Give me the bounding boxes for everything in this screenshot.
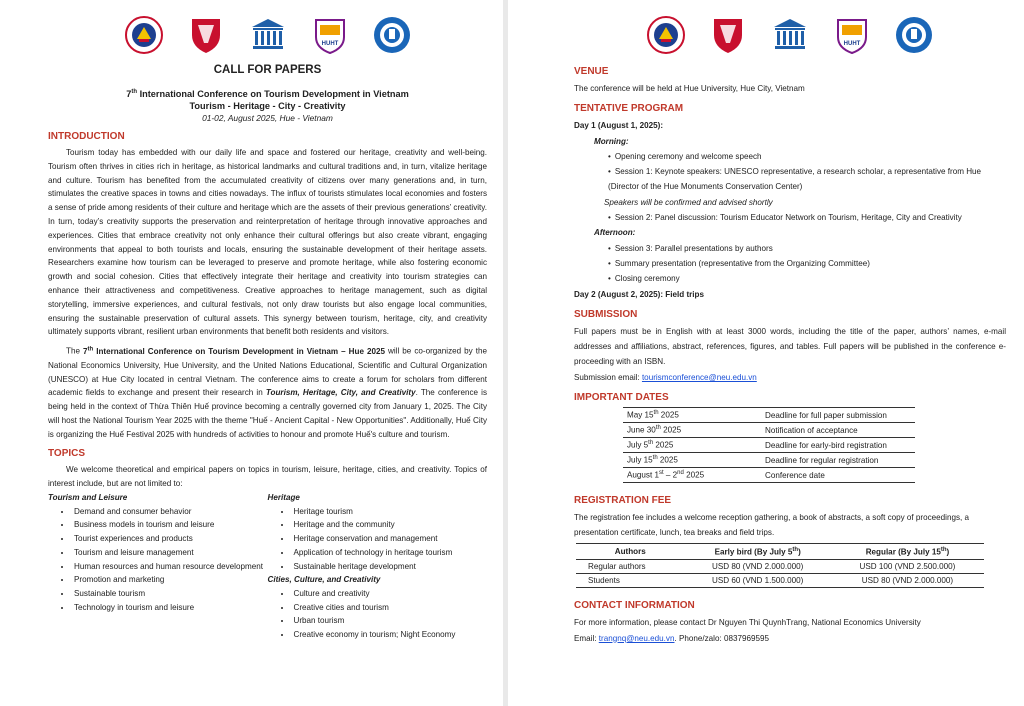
fee-col-authors: Authors: [576, 543, 684, 560]
date-sup: nd: [677, 470, 684, 477]
intro-p2-d: International Conference on Tourism Development in Vietnam – Hue 2025: [93, 346, 385, 356]
table-row: [623, 423, 915, 438]
fee-who: Students: [576, 574, 684, 588]
topic-heading-heritage: Heritage: [267, 493, 300, 503]
list-item: • Heritage conservation and management: [292, 532, 488, 546]
list-item: • Session 3: Parallel presentations by authors: [608, 241, 1006, 256]
list-item: • Closing ceremony: [608, 271, 1006, 286]
submission-email-label: Submission email:: [574, 372, 642, 382]
list-item: • Sustainable tourism: [72, 587, 268, 601]
date-cell: [623, 438, 761, 453]
topics-heading: TOPICS: [48, 448, 86, 460]
fee-early: USD 80 (VND 2.000.000): [684, 560, 830, 574]
fee-col-regular-text: Regular (By July 15: [865, 547, 941, 557]
conference-date: 01-02, August 2025, Hue - Vietnam: [202, 113, 333, 124]
introduction-heading: INTRODUCTION: [48, 131, 125, 143]
submission-text: Full papers must be in English with at least 3000 words, including the title of the paper, authors’ names, e-mail addresses and affiliations, abstract, references, figures, and tables. Full papers will be published in the conference e-proceeding with an ISBN.: [574, 326, 1006, 367]
date-cell: [623, 423, 761, 438]
unesco-logo: [770, 15, 810, 55]
program-heading: TENTATIVE PROGRAM: [574, 103, 684, 115]
red-shield-logo: [186, 15, 226, 55]
cfp-title: CALL FOR PAPERS: [213, 64, 322, 76]
table-row: [623, 468, 915, 483]
fee-heading: REGISTRATION FEE: [574, 495, 672, 507]
contact-heading: CONTACT INFORMATION: [574, 600, 695, 612]
huht-logo: [310, 15, 350, 55]
list-item: • Human resources and human resource development: [72, 560, 268, 574]
huht-logo: [832, 15, 872, 55]
date-text: July 15: [627, 455, 653, 465]
svg-text:HUHT: HUHT: [321, 41, 338, 47]
list-item: • Application of technology in heritage tourism: [292, 546, 488, 560]
table-row: [623, 453, 915, 468]
date-text: June 30: [627, 425, 656, 435]
date-text: August 1: [627, 470, 659, 480]
table-row: [623, 438, 915, 453]
topics-columns: [48, 491, 487, 642]
table-row: [576, 574, 984, 588]
list-item: • Tourist experiences and products: [72, 532, 268, 546]
list-item: • Creative economy in tourism; Night Economy: [292, 628, 488, 642]
program-morning-list: [574, 149, 1006, 195]
fee-col-regular: [831, 543, 984, 560]
date-year: 2025: [683, 470, 705, 480]
list-item: • Opening ceremony and welcome speech: [608, 149, 1006, 164]
neu-logo: [646, 15, 686, 55]
table-row: [576, 560, 984, 574]
list-item: • Heritage and the community: [292, 518, 488, 532]
contact-email-link[interactable]: trangnq@neu.edu.vn: [598, 633, 675, 643]
date-text: May 15: [627, 410, 654, 420]
topic-list-heritage: [268, 505, 488, 574]
logo-row: [48, 10, 487, 60]
list-item: • Heritage tourism: [292, 505, 488, 519]
hue-university-logo: [372, 15, 412, 55]
date-desc: Deadline for early-bird registration: [761, 438, 915, 453]
list-item: • Summary presentation (representative from the Organizing Committee): [608, 256, 1006, 271]
date-desc: Notification of acceptance: [761, 423, 915, 438]
conf-ordinal-suffix: th: [131, 89, 138, 95]
date-cell: [623, 408, 761, 423]
neu-logo: [124, 15, 164, 55]
list-item: • Demand and consumer behavior: [72, 505, 268, 519]
program-afternoon-list: [574, 241, 1006, 287]
contact-email-line: [574, 631, 1006, 646]
fee-regular: USD 80 (VND 2.000.000): [831, 574, 984, 588]
list-item: • Sustainable heritage development: [292, 560, 488, 574]
intro-p2-c: th: [87, 346, 94, 353]
list-item: • Culture and creativity: [292, 587, 488, 601]
program-day-1: Day 1 (August 1, 2025):: [574, 121, 664, 131]
list-item: • Creative cities and tourism: [292, 601, 488, 615]
hue-university-logo: [894, 15, 934, 55]
program-day-2: Day 2 (August 2, 2025): Field trips: [574, 289, 704, 299]
left-page: [0, 0, 503, 706]
contact-phone: . Phone/zalo: 0837969595: [674, 633, 769, 643]
topic-column-heritage: [268, 491, 488, 642]
program-morning: Morning:: [594, 136, 629, 146]
date-desc: Deadline for full paper submission: [761, 408, 915, 423]
list-item: • Business models in tourism and leisure: [72, 518, 268, 532]
date-sup: th: [655, 425, 661, 432]
date-desc: Deadline for regular registration: [761, 453, 915, 468]
fee-who: Regular authors: [576, 560, 684, 574]
intro-p2-f: Tourism, Heritage, City, and Creativity: [265, 388, 416, 398]
right-page: [508, 0, 1024, 706]
list-item: • Session 1: Keynote speakers: UNESCO representative, a research scholar, a representative from Hue (Director of the Hue Monuments Conservation Center): [608, 164, 1006, 195]
submission-email-link[interactable]: tourismconference@neu.edu.vn: [641, 372, 757, 382]
fee-col-regular-sup: th: [940, 546, 947, 553]
speakers-note: Speakers will be confirmed and advised shortly: [604, 197, 773, 207]
date-year: 2025: [657, 455, 678, 465]
list-item: • Urban tourism: [292, 614, 488, 628]
list-item: • Tourism and leisure management: [72, 546, 268, 560]
topic-heading-cities: Cities, Culture, and Creativity: [267, 575, 381, 585]
intro-p2-g: . The conference is being held in the context of Thừa Thiên Huế province becoming a centrally governed city from January 1, 2025. The City will host the National Tourism Year 2025 with the theme "Huế - Ancient Capital - New Opportunities". Additionally, Huế City is organizing the Huế Festival 2025 with hundreds of activities to honour and promote Huế's culture and tourism.: [48, 388, 488, 439]
contact-text: For more information, please contact Dr Nguyen Thi QuynhTrang, National Economics University: [574, 618, 921, 628]
date-year: 2025: [653, 440, 674, 450]
intro-p2-e: will be co-organized by the National Economics University, Hue University, and the United Nations Educational, Scientific and Cultural Organization (UNESCO) at Hue City located in central Vietnam. The conference aims to create a forum for scholars from different academic fields to exchange and present their research in: [48, 346, 487, 398]
intro-paragraph-2: [48, 343, 487, 441]
topic-list-cities: [268, 587, 488, 642]
venue-heading: VENUE: [574, 66, 609, 77]
date-sup: th: [648, 440, 654, 447]
conference-name: [48, 86, 487, 100]
fee-col-early-text: Early bird (By July 5: [714, 547, 793, 557]
fee-col-close: ): [946, 547, 950, 557]
list-item: • Session 2: Panel discussion: Tourism Educator Network on Tourism, Heritage, City and Creativity: [608, 210, 1006, 225]
fee-col-close: ): [798, 547, 801, 557]
conf-name-text: International Conference on Tourism Development in Vietnam: [137, 89, 409, 100]
submission-email-line: [574, 370, 1006, 385]
date-year: 2025: [660, 425, 682, 435]
conf-ordinal: 7: [126, 89, 132, 100]
intro-paragraph-1: Tourism today has embedded with our daily life and space and fostered our heritage, creativity and well-being. Tourism often thrives in cities rich in heritage, as historical landmarks and cultural traditions and, in turn, vitalize heritage and culture. Tourism has benefited from the accumulated creativity of citizens over many generations and, in turn, stimulates the creative spaces in towns and cities nowadays. The influx of tourists stimulates local economies and fosters a sense of pride among residents of their culture and heritage which are the assets of their previous generations’ creativity. In turn, today’s creativity supports the preservation and reinterpretation of heritage through innovative approaches and experiences. Cities that embrace creativity not only enhance their cultural offerings but also create vibrant, engaging environments that appeal to both tourists and locals, ensuring the sustainable development of their heritage assets. Researchers examine how tourism can be leveraged to preserve and promote heritage, while also fostering economic growth and social cohesion. Cities that effectively integrate their heritage and creativity into tourism strategies can enhance their attractiveness and competitiveness. Creative approaches to heritage management, such as digital storytelling, immersive experiences, and cultural festivals, not only draw tourists but also engage local communities, ensuring the sustainable preservation of cultural assets. This synergy between tourism, heritage, city, and creativity ultimately supports vibrant, resilient urban environments that benefit both residents and visitors.: [48, 148, 487, 337]
topic-list-tourism: [48, 505, 268, 615]
table-row: [623, 408, 915, 423]
table-header-row: [576, 543, 984, 560]
date-text: July 5: [627, 440, 649, 450]
conference-theme: Tourism - Heritage - City - Creativity: [189, 101, 346, 112]
venue-text: The conference will be held at Hue University, Hue City, Vietnam: [574, 84, 805, 93]
list-item: • Promotion and marketing: [72, 573, 268, 587]
dates-table: [623, 407, 915, 483]
logo-row: [574, 10, 1006, 60]
topic-heading-tourism: Tourism and Leisure: [48, 493, 128, 503]
date-year: – 2: [663, 470, 678, 480]
intro-p2-b: 7: [82, 346, 88, 356]
fee-col-early: [684, 543, 830, 560]
fee-text: The registration fee includes a welcome reception gathering, a book of abstracts, a soft copy of proceedings, a presentation certificate, lunch, tea breaks and field trips.: [574, 513, 970, 538]
dates-heading: IMPORTANT DATES: [574, 392, 669, 404]
date-sup: st: [658, 470, 664, 477]
fee-col-early-sup: th: [792, 546, 799, 553]
topics-intro: We welcome theoretical and empirical papers on topics in tourism, leisure, heritage, cities, and creativity. Topics of interest include, but are not limited to:: [48, 465, 487, 489]
date-cell: [623, 468, 761, 483]
unesco-logo: [248, 15, 288, 55]
red-shield-logo: [708, 15, 748, 55]
program-afternoon: Afternoon:: [594, 228, 636, 238]
submission-heading: SUBMISSION: [574, 308, 638, 320]
list-item: • Technology in tourism and leisure: [72, 601, 268, 615]
program-session2-list: [574, 210, 1006, 225]
topic-column-tourism: [48, 491, 268, 642]
fee-regular: USD 100 (VND 2.500.000): [831, 560, 984, 574]
date-desc: Conference date: [761, 468, 915, 483]
date-cell: [623, 453, 761, 468]
date-sup: th: [653, 410, 659, 417]
svg-text:HUHT: HUHT: [843, 41, 861, 47]
date-sup: th: [652, 455, 658, 462]
contact-email-label: Email:: [574, 633, 599, 643]
fee-early: USD 60 (VND 1.500.000): [684, 574, 830, 588]
fee-table: [576, 543, 984, 589]
date-year: 2025: [658, 410, 679, 420]
intro-p2-a: The: [66, 346, 83, 356]
